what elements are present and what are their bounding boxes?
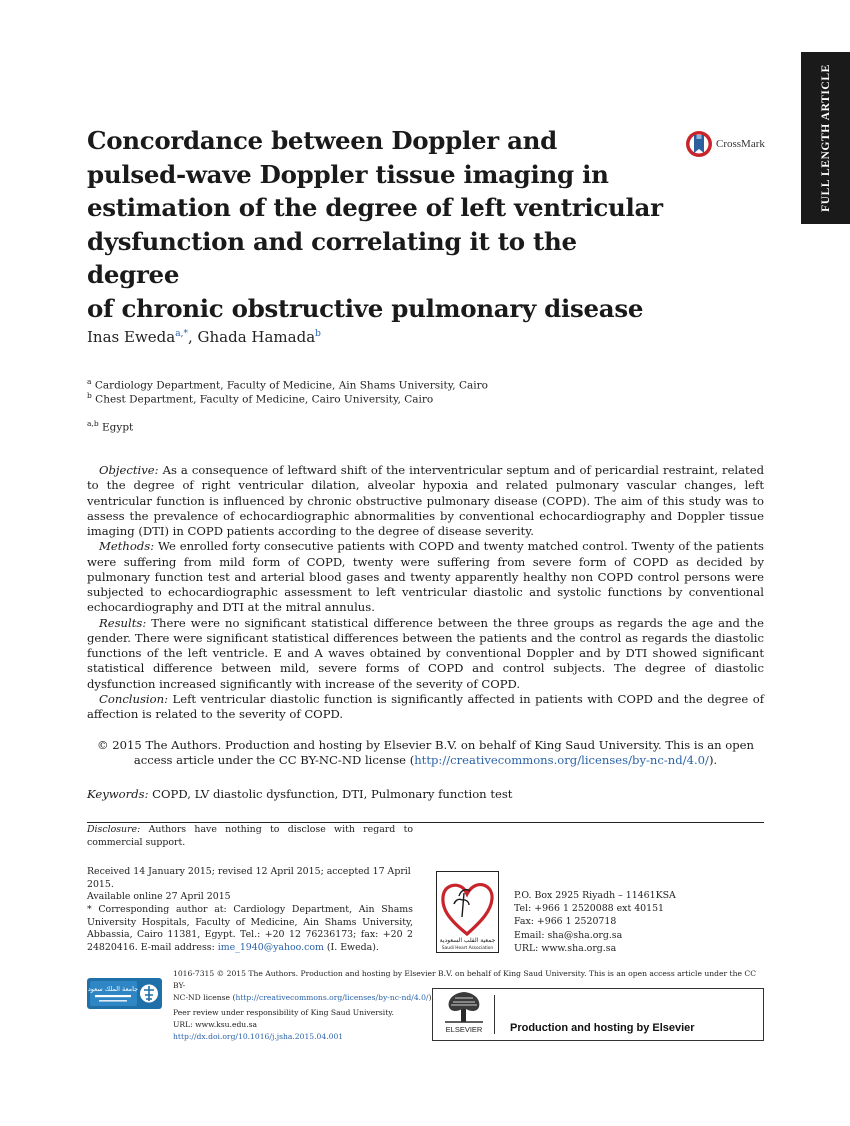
author-name: Ghada Hamada: [197, 328, 316, 346]
keywords: [87, 787, 512, 801]
author-list: [87, 328, 321, 346]
affiliation: [87, 377, 488, 392]
sha-fax: Fax: +966 1 2520718: [514, 916, 617, 928]
affiliation-text: Egypt: [102, 421, 134, 434]
disclosure-text: Authors have nothing to disclose with regard to commercial support.: [87, 824, 413, 848]
affiliation-text: Cardiology Department, Faculty of Medicine, Ain Shams University, Cairo: [94, 379, 488, 392]
abstract-objective: [87, 463, 764, 539]
sha-url: URL: www.sha.org.sa: [514, 942, 617, 954]
elsevier-logo: [441, 990, 487, 1028]
elsevier-tree-icon: [441, 990, 487, 1024]
keywords-text: COPD, LV diastolic dysfunction, DTI, Pulmonary function test: [152, 787, 513, 801]
affiliation: [87, 419, 133, 434]
email-label: E-mail address:: [140, 941, 215, 953]
title-line: dysfunction and correlating it to the degree: [87, 226, 577, 290]
elsevier-wordmark: ELSEVIER: [445, 1025, 483, 1034]
abstract-conclusion: [87, 692, 764, 723]
sha-contact-block: [514, 889, 676, 955]
section-text: There were no significant statistical difference between the three groups as regards the age and the gender. There were significant statistical differences between the patients and the control as regards the diastolic functions of the left ventricle. E and A waves obtained by conventional Doppler and by DTI showed significant statistical difference between mild, severe forms of COPD and control subjects. The degree of diastolic dysfunction increased significantly with increase of the severity of COPD.: [87, 615, 764, 691]
author-separator: ,: [187, 328, 198, 346]
svg-text:جامعة الملك سعود: جامعة الملك سعود: [87, 985, 139, 993]
sha-tel: Tel: +966 1 2520088 ext 40151: [514, 903, 665, 915]
section-label: Results:: [99, 615, 147, 630]
license-link[interactable]: http://creativecommons.org/licenses/by-nc-nd/4.0/: [414, 753, 709, 768]
copyright-line-end: ).: [708, 753, 718, 768]
abstract-results: [87, 616, 764, 692]
section-text: As a consequence of leftward shift of the interventricular septum and of pericardial restraint, related to the degree of right ventricular dilation, alveolar hypoxia and related pulmonary vascular changes, left ventricular function is influenced by chronic obstructive pulmonary disease (COPD). The aim of this study was to assess the prevalence of echocardiographic abnormalities by conventional echocardiography and Doppler tissue imaging (DTI) in COPD patients according to the degree of disease severity.: [87, 463, 764, 538]
article-type-label: FULL LENGTH ARTICLE: [819, 64, 832, 212]
abstract-methods: [87, 539, 764, 615]
dates-line: Available online 27 April 2015: [87, 891, 231, 902]
doi-link[interactable]: http://dx.doi.org/10.1016/j.jsha.2015.04.001: [173, 1032, 344, 1041]
section-label: Conclusion:: [99, 691, 168, 706]
sha-logo-caption: Saudi Heart Association: [441, 946, 494, 951]
open-access-line: NC-ND license (: [173, 993, 236, 1002]
peer-review-text: Peer review under responsibility of King Saud University.: [173, 1008, 394, 1017]
section-label: Objective:: [99, 463, 159, 477]
university-logo-icon: [87, 978, 162, 1009]
svg-text:جمعية القلب السعودية: جمعية القلب السعودية: [439, 937, 496, 944]
title-line: estimation of the degree of left ventricular: [87, 193, 663, 223]
keywords-label: Keywords:: [87, 787, 149, 801]
copyright-line: access article under the CC BY-NC-ND license (: [133, 753, 415, 768]
affiliation-marker: b: [87, 391, 92, 400]
copyright-line: © 2015 The Authors. Production and hosting by Elsevier B.V. on behalf of King Saud University. This is an open: [96, 738, 755, 752]
affiliation-text: Chest Department, Faculty of Medicine, Cairo University, Cairo: [95, 393, 434, 406]
crossmark-icon: [685, 130, 713, 158]
author-affiliation-marker[interactable]: b: [315, 329, 321, 339]
author-affiliation-marker[interactable]: a,*: [175, 329, 188, 339]
corresponding-text: * Corresponding author at: Cardiology Department, Ain Shams University Hospitals, Faculty of Medicine, Ain Shams University, Abbassia, Cairo 11381, Egypt. Tel.: +20 12 76236173; fax: +20 2 24820416.: [87, 904, 413, 953]
ksu-url: URL: www.ksu.edu.sa: [173, 1020, 258, 1029]
sha-email: Email: sha@sha.org.sa: [514, 929, 623, 941]
sha-logo: [436, 871, 499, 953]
affiliation-marker: a: [87, 377, 92, 386]
crossmark-label: CrossMark: [716, 138, 765, 150]
copyright-notice: [87, 738, 764, 769]
section-label: Methods:: [99, 539, 155, 554]
article-dates: [87, 866, 413, 904]
email-link[interactable]: ime_1940@yahoo.com: [217, 941, 324, 953]
affiliation: [87, 391, 433, 406]
affiliation-marker: a,b: [87, 419, 99, 428]
email-suffix: (I. Eweda).: [326, 941, 379, 953]
heart-logo-icon: [437, 872, 498, 952]
sha-po-box: P.O. Box 2925 Riyadh – 11461KSA: [514, 890, 676, 901]
elsevier-divider: [494, 995, 495, 1034]
article-title: [87, 124, 667, 326]
production-hosting-text: Production and hosting by Elsevier: [510, 1022, 695, 1034]
section-text: We enrolled forty consecutive patients with COPD and twenty matched control. Twenty of the patients were suffering from mild form of COPD, twenty were suffering from severe form of COPD as decided by pulmonary function test and arterial blood gases and twenty apparently healthy non COPD control persons were subjected to echocardiographic assessment to left ventricular diastolic and systolic functions by conventional echocardiography and DTI at the mitral annulus.: [87, 539, 764, 615]
section-text: Left ventricular diastolic function is significantly affected in patients with COPD and the degree of affection is related to the severity of COPD.: [87, 691, 764, 721]
crossmark-badge[interactable]: [685, 130, 765, 158]
article-type-tab: [801, 52, 850, 224]
license-link-small[interactable]: http://creativecommons.org/licenses/by-nc-nd/4.0/: [235, 993, 429, 1002]
author-name: Inas Eweda: [87, 328, 176, 346]
disclosure-note: [87, 824, 413, 849]
title-line: of chronic obstructive pulmonary disease: [87, 293, 644, 323]
footnote-divider: [87, 822, 764, 823]
open-access-line-end: ).: [428, 993, 434, 1002]
abstract: [87, 463, 764, 722]
disclosure-label: Disclosure:: [87, 824, 141, 835]
ksu-logo: [87, 978, 162, 1013]
peer-review-block: [173, 1007, 394, 1043]
title-line: pulsed-wave Doppler tissue imaging in: [87, 159, 609, 189]
title-line: Concordance between Doppler and: [87, 126, 558, 155]
corresponding-author-note: [87, 904, 413, 954]
dates-line: Received 14 January 2015; revised 12 April 2015; accepted 17 April 2015.: [87, 866, 411, 890]
open-access-line: 1016-7315 © 2015 The Authors. Production and hosting by Elsevier B.V. on behalf of King Saud University. This is an open access article under the CC BY-: [173, 969, 757, 990]
